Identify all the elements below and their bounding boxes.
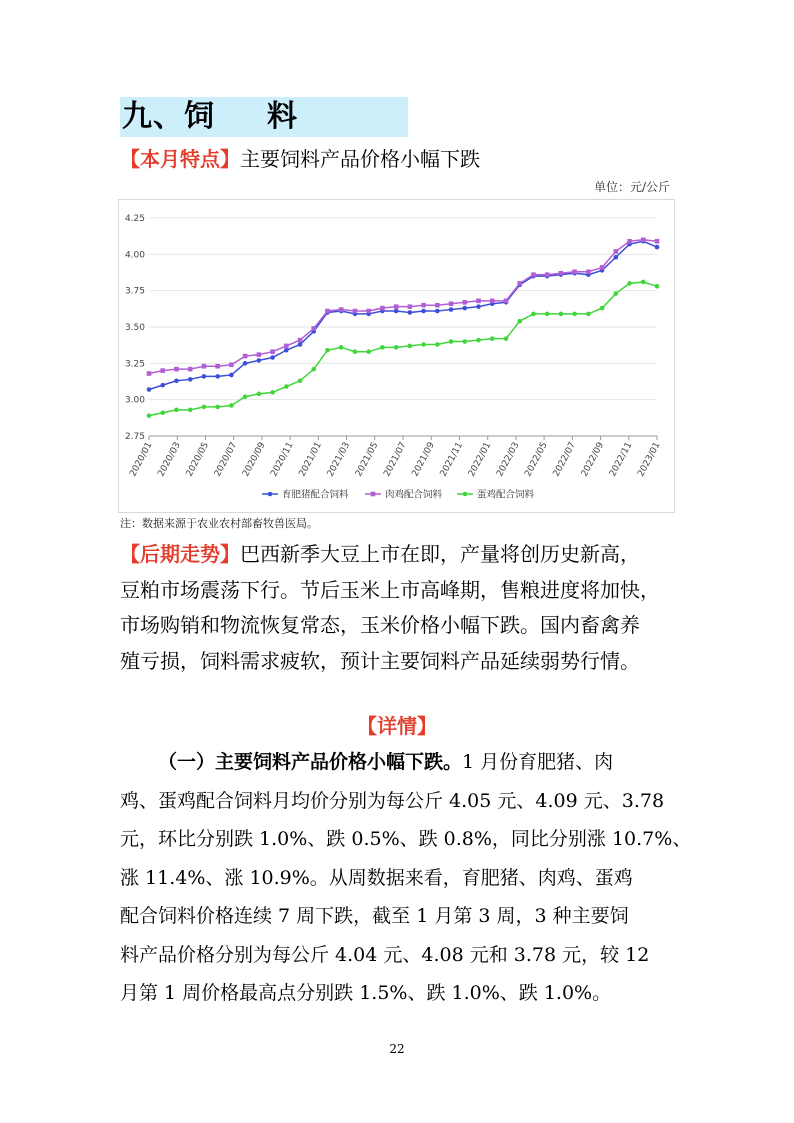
data-point — [572, 269, 577, 274]
x-tick-label: 2021/09 — [410, 440, 437, 479]
data-point — [298, 378, 303, 383]
data-point — [655, 239, 660, 244]
data-point — [394, 304, 399, 309]
data-point — [147, 387, 152, 392]
data-point — [476, 299, 481, 304]
legend-marker — [463, 492, 468, 497]
data-point — [229, 403, 234, 408]
data-point — [257, 358, 262, 363]
data-point — [641, 280, 646, 285]
section-name: 料 — [267, 99, 298, 134]
x-tick-label: 2020/11 — [269, 440, 296, 479]
series-line — [149, 241, 657, 389]
data-point — [627, 239, 632, 244]
data-point — [215, 364, 220, 369]
x-tick-label: 2021/07 — [382, 440, 409, 479]
data-point — [160, 410, 165, 415]
x-tick-label: 2020/09 — [241, 440, 268, 479]
data-point — [449, 301, 454, 306]
x-tick-label: 2022/01 — [466, 440, 494, 479]
outlook-tag: 【后期走势】 — [120, 542, 240, 566]
data-point — [325, 348, 330, 353]
section-title — [120, 97, 408, 137]
data-point — [449, 339, 454, 344]
data-point — [311, 367, 316, 372]
detail-line-text: 1 月份育肥猪、肉 — [462, 751, 614, 773]
data-point — [504, 299, 509, 304]
data-point — [476, 304, 481, 309]
legend-label: 育肥猪配合饲料 — [282, 489, 349, 501]
data-point — [380, 306, 385, 311]
detail-line: 元，环比分别跌 1.0%、跌 0.5%、跌 0.8%，同比分别涨 10.7%、 — [120, 828, 692, 850]
data-point — [202, 364, 207, 369]
detail-line: 月第 1 周价格最高点分别跌 1.5%、跌 1.0%、跌 1.0%。 — [120, 982, 612, 1004]
data-point — [325, 309, 330, 314]
data-point — [188, 377, 193, 382]
data-point — [462, 300, 467, 305]
data-point — [655, 284, 660, 289]
data-point — [614, 249, 619, 254]
data-point — [243, 361, 248, 366]
x-tick-label: 2022/03 — [495, 440, 522, 479]
x-tick-label: 2022/09 — [579, 440, 607, 479]
unit-label: 单位：元/公斤 — [593, 180, 670, 194]
data-point — [243, 354, 248, 359]
legend-marker — [268, 492, 273, 497]
data-point — [490, 336, 495, 341]
data-point — [504, 336, 509, 341]
data-point — [449, 307, 454, 312]
data-point — [188, 367, 193, 372]
data-point — [311, 326, 316, 331]
y-tick-label: 3.50 — [124, 323, 145, 333]
outlook-line: 殖亏损，饲料需求疲软，预计主要饲料产品延续弱势行情。 — [120, 648, 640, 673]
data-point — [284, 344, 289, 349]
data-point — [476, 338, 481, 343]
headline-tag: 本月特点 — [140, 147, 220, 171]
detail-line: 料产品价格分别为每公斤 4.04 元、4.08 元和 3.78 元，较 12 — [120, 943, 650, 966]
data-point — [462, 339, 467, 344]
data-point — [462, 306, 467, 311]
data-point — [229, 362, 234, 367]
data-point — [339, 345, 344, 350]
data-point — [270, 349, 275, 354]
data-point — [517, 281, 522, 286]
data-point — [147, 413, 152, 418]
data-point — [531, 272, 536, 277]
data-point — [408, 304, 413, 309]
detail-line — [120, 743, 680, 782]
data-point — [421, 309, 426, 314]
x-tick-label: 2022/11 — [608, 440, 635, 479]
data-point — [188, 408, 193, 413]
data-point — [435, 303, 440, 308]
data-point — [394, 345, 399, 350]
data-point — [353, 349, 358, 354]
y-tick-label: 3.00 — [124, 395, 145, 406]
legend-label: 蛋鸡配合饲料 — [477, 489, 535, 501]
month-feature-headline — [120, 146, 480, 172]
data-point — [202, 405, 207, 410]
data-point — [435, 309, 440, 314]
data-point — [408, 310, 413, 315]
data-point — [202, 374, 207, 379]
source-note: 注：数据来源于农业农村部畜牧兽医局。 — [120, 517, 318, 530]
outlook-line: 市场购销和物流恢复常态，玉米价格小幅下跌。国内畜禽养 — [120, 613, 640, 637]
data-point — [627, 281, 632, 286]
data-point — [366, 349, 371, 354]
detail-title: 【详情】 — [357, 714, 437, 738]
data-point — [655, 245, 660, 250]
outlook-line-text: 巴西新季大豆上市在即，产量将创历史新高， — [240, 542, 640, 566]
data-point — [284, 348, 289, 353]
data-point — [174, 408, 179, 413]
data-point — [490, 299, 495, 304]
data-point — [298, 338, 303, 343]
data-point — [353, 309, 358, 314]
data-point — [257, 352, 262, 357]
series-line — [149, 282, 657, 416]
data-point — [380, 345, 385, 350]
data-point — [545, 312, 550, 317]
y-tick-label: 3.75 — [124, 286, 145, 297]
headline-text: 主要饲料产品价格小幅下跌 — [240, 147, 480, 171]
legend-marker — [371, 492, 376, 497]
series-line — [149, 240, 657, 374]
price-chart — [118, 199, 675, 513]
data-point — [559, 271, 564, 276]
x-tick-label: 2022/07 — [551, 440, 578, 479]
data-point — [215, 374, 220, 379]
data-point — [559, 312, 564, 317]
data-point — [257, 392, 262, 397]
data-point — [215, 405, 220, 410]
data-point — [572, 312, 577, 317]
x-tick-label: 2020/03 — [156, 440, 183, 479]
y-tick-label: 4.25 — [124, 214, 145, 224]
data-point — [174, 367, 179, 372]
data-point — [600, 265, 605, 270]
data-point — [435, 342, 440, 347]
y-tick-label: 2.75 — [124, 432, 145, 442]
data-point — [586, 269, 591, 274]
y-tick-label: 3.25 — [124, 359, 145, 370]
legend-label: 肉鸡配合饲料 — [385, 489, 443, 501]
outlook-line — [120, 537, 680, 573]
data-point — [270, 355, 275, 360]
x-tick-label: 2021/11 — [438, 440, 466, 479]
data-point — [270, 390, 275, 395]
y-tick-label: 4.00 — [124, 250, 145, 261]
data-point — [160, 368, 165, 373]
data-point — [408, 344, 413, 349]
data-point — [147, 371, 152, 376]
data-point — [229, 373, 234, 378]
data-point — [614, 291, 619, 296]
x-tick-label: 2020/05 — [184, 440, 212, 479]
detail-line: 涨 11.4%、涨 10.9%。从周数据来看，育肥猪、肉鸡、蛋鸡 — [120, 866, 633, 889]
data-point — [600, 306, 605, 311]
data-point — [421, 303, 426, 308]
data-point — [298, 342, 303, 347]
data-point — [517, 319, 522, 324]
data-point — [160, 383, 165, 388]
x-tick-label: 2021/05 — [354, 440, 381, 479]
data-point — [531, 312, 536, 317]
page-number: 22 — [389, 1042, 405, 1056]
outlook-line: 豆粕市场震荡下行。节后玉米上市高峰期，售粮进度将加快， — [120, 577, 660, 602]
data-point — [545, 272, 550, 277]
x-tick-label: 2021/01 — [297, 440, 324, 479]
data-point — [641, 238, 646, 243]
data-point — [366, 309, 371, 314]
section-number-title: 九、饲 — [122, 99, 215, 134]
x-tick-label: 2023/01 — [636, 440, 663, 479]
detail-line: 鸡、蛋鸡配合饲料月均价分别为每公斤 4.05 元、4.09 元、3.78 — [120, 789, 665, 812]
data-point — [421, 342, 426, 347]
data-point — [284, 384, 289, 389]
detail-lead: （一）主要饲料产品价格小幅下跌。 — [158, 751, 463, 773]
outlook-paragraph — [120, 537, 680, 679]
data-point — [586, 312, 591, 317]
x-tick-label: 2020/01 — [128, 440, 155, 479]
detail-paragraph — [120, 743, 692, 1013]
x-tick-label: 2020/07 — [212, 440, 240, 479]
headline-tag-close: 】 — [220, 147, 240, 171]
headline-tag-open: 【 — [120, 147, 140, 171]
data-point — [394, 309, 399, 314]
data-point — [339, 307, 344, 312]
price-line-chart — [119, 200, 674, 512]
data-point — [243, 394, 248, 399]
x-tick-label: 2021/03 — [325, 440, 353, 479]
data-point — [614, 255, 619, 260]
detail-line: 配合饲料价格连续 7 周下跌，截至 1 月第 3 周，3 种主要饲 — [120, 905, 629, 927]
x-tick-label: 2022/05 — [523, 440, 550, 479]
data-point — [174, 378, 179, 383]
